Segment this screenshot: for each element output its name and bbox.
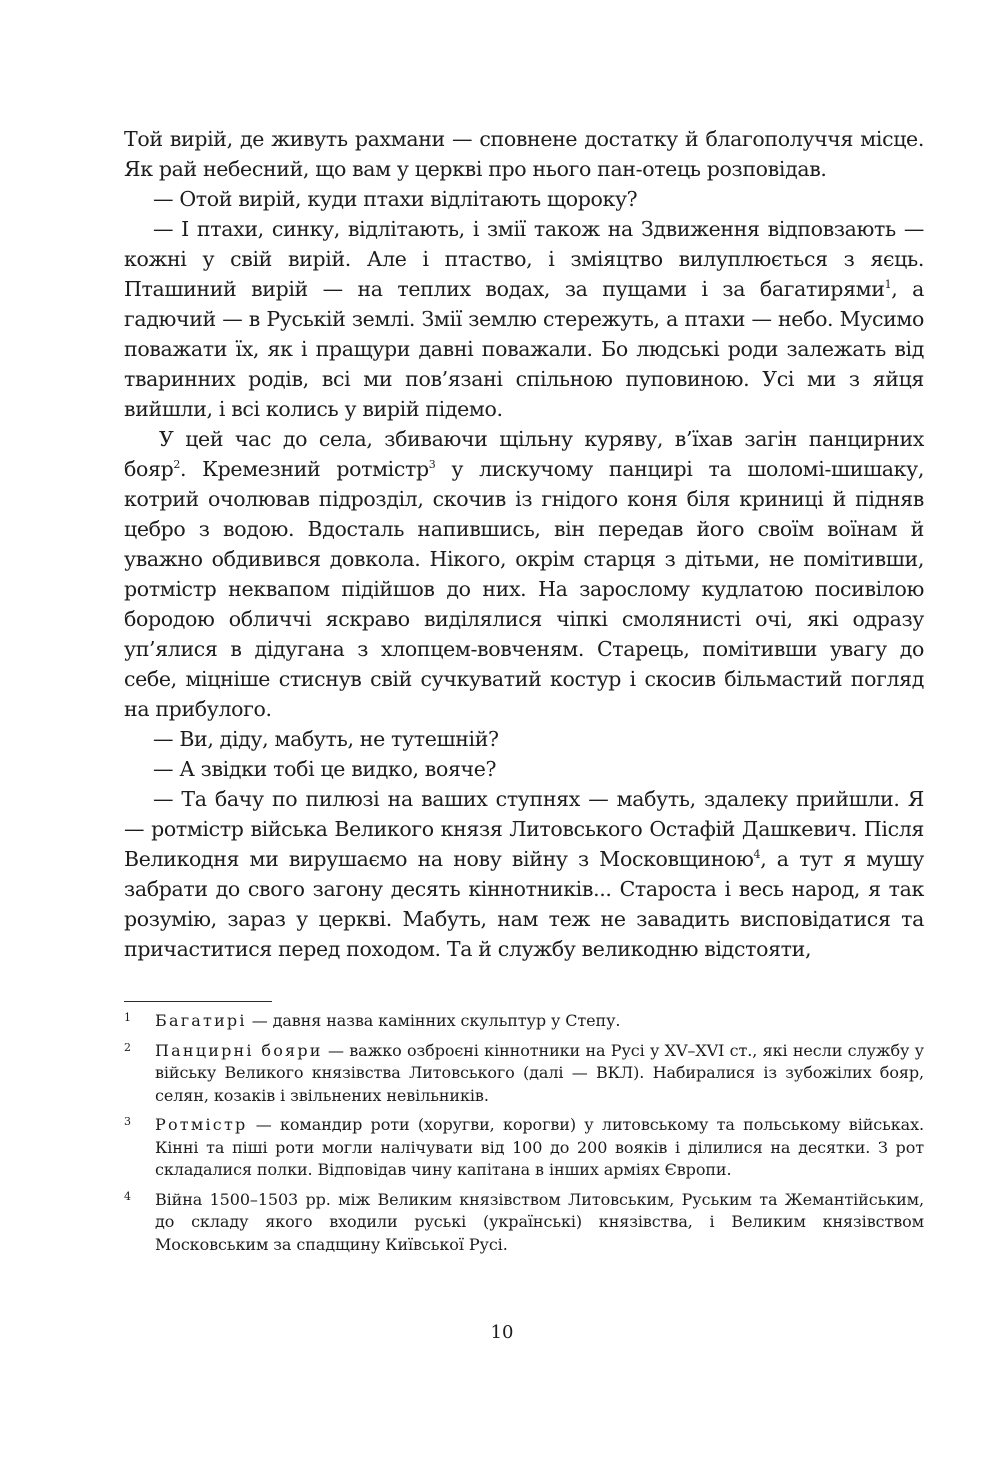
paragraph-text: — Ви, діду, мабуть, не тутешній? <box>153 727 499 751</box>
dialogue-line <box>124 214 924 424</box>
paragraph-text: У цей час до села, збиваючи щільну куряву, в’їхав загін панцирних бояр <box>124 427 924 481</box>
paragraph <box>124 424 924 724</box>
footnote-divider <box>124 1001 272 1002</box>
footnote-text <box>155 1040 924 1108</box>
footnote-2 <box>124 1040 924 1108</box>
footnote-ref: 3 <box>428 458 436 471</box>
paragraph-text: — І птахи, синку, відлітають, і змії також на Здвиження відповзають — кожні у свій вирій. Але і птаство, і зміяцтво вилуплюється з яєць. Пташиний вирій — на теплих водах, за пущами і за багатирями <box>124 217 924 301</box>
footnote-text <box>155 1114 924 1182</box>
paragraph-text: , а гадючий — в Руській землі. Змії землю стережуть, а птахи — небо. Мусимо поважати їх, як і пращури давні поважали. Бо людські роди залежать від тваринних родів, всі ми пов’язані спільною пуповиною. Усі ми з яйця вийшли, і всі колись у вирій підемо. <box>124 277 924 421</box>
dialogue-line <box>124 784 924 964</box>
footnote-definition: — давня назва камінних скульптур у Степу. <box>246 1011 621 1030</box>
paragraph-text: Той вирій, де живуть рахмани — сповнене достатку й благополуччя місце. Як рай небесний, що вам у церкві про нього пан-отець розповідав. <box>124 127 924 181</box>
footnote-ref: 4 <box>753 848 761 861</box>
dialogue-line <box>124 754 924 784</box>
footnote-3 <box>124 1114 924 1182</box>
footnote-number: 1 <box>124 1011 131 1024</box>
footnote-text <box>155 1010 924 1033</box>
paragraph-text: у лискучому панцирі та шоломі-шишаку, котрий очолював підрозділ, скочив із гнідого коня біля криниці й підняв цебро з водою. Вдосталь напившись, він передав його своїм воїнам й уважно обдивився довкола. Нікого, окрім старця з дітьми, не помітивши, ротмістр неквапом підійшов до них. На зарослому кудлатою посивілою бородою обличчі яскраво виділялися чіпкі смолянисті очі, які одразу уп’ялися в дідугана з хлопцем-вовченям. Старець, помітивши увагу до себе, міцніше стиснув свій сучкуватий костур і скосив більмастий погляд на прибулого. <box>124 457 925 721</box>
footnote-ref: 1 <box>884 278 892 291</box>
main-text <box>124 124 924 964</box>
paragraph-text: , а тут я мушу забрати до свого загону десять кіннотників... Староста і весь народ, я так розумію, зараз у церкві. Мабуть, нам теж не завадить висповідатися та причаститися перед походом. Та й службу великодню відстояти, <box>124 847 924 961</box>
footnote-number: 4 <box>124 1189 131 1203</box>
footnote-definition: — командир роти (хоругви, корогви) у литовському та польському військах. Кінні та піші роти могли налічувати від 100 до 200 вояків і ділилися на десятки. З рот складалися полки. Відповідав чину капітана в інших арміях Європи. <box>155 1115 924 1179</box>
footnote-term: Багатирі <box>155 1011 247 1030</box>
paragraph-text: — Отой вирій, куди птахи відлітають щороку? <box>153 187 638 211</box>
paragraph-text: — А звідки тобі це видко, вояче? <box>153 757 497 781</box>
paragraph-text: — Та бачу по пилюзі на ваших ступнях — мабуть, здалеку прийшли. Я — ротмістр війська Великого князя Литовського Остафій Дашкевич. Після Великодня ми вирушаємо на нову війну з Московщиною <box>124 787 924 871</box>
footnote-number: 2 <box>124 1040 131 1054</box>
dialogue-line <box>124 724 924 754</box>
footnote-number: 3 <box>124 1115 131 1128</box>
footnote-definition: — важко озброєні кіннотники на Русі у XV–XVI ст., які несли службу у війську Великого князівства Литовського (далі — ВКЛ). Набиралися із зубожілих бояр, селян, козаків і звільнених невільників. <box>155 1040 924 1105</box>
footnote-text <box>155 1189 924 1257</box>
footnote-term: Ротмістр <box>155 1115 248 1134</box>
footnote-4 <box>124 1189 924 1257</box>
footnote-ref: 2 <box>173 458 180 471</box>
footnotes <box>124 1010 924 1263</box>
dialogue-line <box>124 184 924 214</box>
footnote-1 <box>124 1010 924 1033</box>
paragraph <box>124 124 924 184</box>
footnote-term: Панцирні бояри <box>155 1040 323 1060</box>
footnote-definition: Війна 1500–1503 рр. між Великим князівством Литовським, Руським та Жемантійським, до складу якого входили руські (українські) князівства, і Великим князівством Московським за спадщину Київської Русі. <box>155 1189 924 1254</box>
paragraph-text: . Кремезний ротмістр <box>180 457 429 481</box>
page-number: 10 <box>490 1322 514 1343</box>
